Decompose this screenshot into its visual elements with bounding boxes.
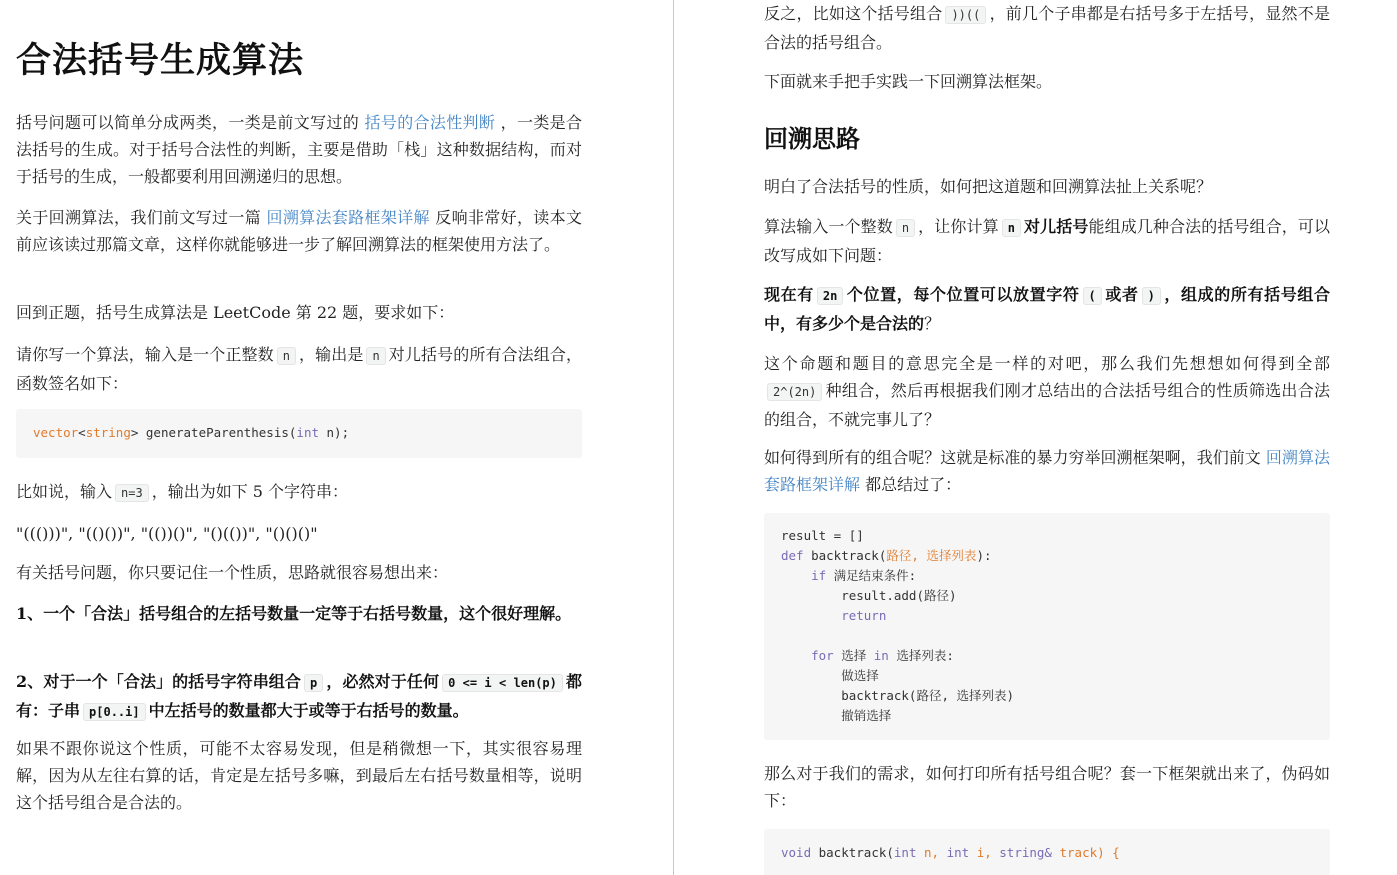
problem-paragraph	[16, 341, 582, 397]
code-token: string	[85, 425, 131, 440]
inline-code: ))((	[945, 6, 986, 24]
text: 算法输入一个整数	[764, 217, 893, 236]
inline-code: )	[1142, 287, 1161, 305]
text: 对儿括号	[1023, 217, 1089, 236]
code-line: result = []	[781, 528, 864, 543]
text: 如何得到所有的组合呢？这就是标准的暴力穷举回溯框架啊，我们前文	[764, 448, 1266, 467]
code-token: if	[781, 568, 827, 583]
inline-code: 2n	[817, 287, 843, 305]
text: ？	[924, 314, 941, 333]
inline-code: n=3	[115, 484, 149, 502]
inline-code: 2^(2n)	[767, 383, 822, 401]
reformulated-problem	[764, 281, 1330, 337]
restate-paragraph	[764, 213, 1330, 269]
code-line: 撤销选择	[781, 708, 892, 723]
code-line: result.add(路径)	[781, 588, 957, 603]
code-line: backtrack(路径, 选择列表)	[781, 688, 1015, 703]
code-block-backtrack	[764, 829, 1330, 875]
inline-code: p	[304, 674, 323, 692]
code-token: 选择	[833, 648, 874, 663]
text: 关于回溯算法，我们前文写过一篇	[16, 208, 267, 227]
text: 反响非常好，读本文前应该读过那篇文章，这样你就能够进一步了解回溯算法的框架使用方法了。	[16, 208, 582, 254]
code-line: return	[781, 608, 887, 623]
code-token: 路径, 选择列表	[886, 548, 977, 563]
link-backtrack-framework[interactable]: 回溯算法套路框架详解	[266, 208, 430, 227]
code-token: i,	[969, 845, 1000, 860]
code-token: <	[78, 425, 86, 440]
counter-example-paragraph	[764, 0, 1330, 56]
code-token: int	[893, 845, 917, 860]
text: ，输出是	[298, 345, 364, 364]
code-token: for	[781, 648, 834, 663]
page-title: 合法括号生成算法	[16, 40, 305, 81]
code-token: def	[781, 548, 804, 563]
practice-intro: 下面就来手把手实践一下回溯算法框架。	[764, 72, 1053, 91]
code-token: int	[296, 425, 319, 440]
text: ，输出为如下 5 个字符串：	[151, 482, 349, 501]
code-token: vector	[33, 425, 79, 440]
text: 都总结过了：	[860, 475, 962, 494]
section-heading: 回溯思路	[764, 124, 860, 153]
text: 反之，比如这个括号组合	[764, 4, 943, 23]
bold-text: 1、一个「合法」括号组合的左括号数量一定等于右括号数量，这个很好理解。	[16, 604, 572, 623]
text: 中左括号的数量都大于或等于右括号的数量。	[148, 701, 469, 720]
text: 个位置，每个位置可以放置字符	[846, 285, 1080, 304]
enumeration-paragraph	[764, 350, 1330, 433]
code-token: void	[781, 845, 812, 860]
leetcode-paragraph: 回到正题，括号生成算法是 LeetCode 第 22 题，要求如下：	[16, 303, 455, 322]
text: 种组合，然后再根据我们刚才总结出的合法括号组合的性质筛选出合法的组合，不就完事儿了？	[764, 381, 1330, 429]
code-token: backtrack(	[803, 548, 887, 563]
text: ，一类是合法括号的生成。对于括号合法性的判断，主要是借助「栈」这种数据结构，而对于括号的生成，一般都要利用回溯递归的思想。	[16, 113, 582, 186]
text: ，让你计算	[918, 217, 999, 236]
text: 能组成几种合法的括号组合，可以改写成如下问题：	[764, 217, 1330, 265]
code-token: track) {	[1051, 845, 1120, 860]
relation-paragraph: 明白了合法括号的性质，如何把这道题和回溯算法扯上关系呢？	[764, 177, 1213, 196]
code-block-framework	[764, 513, 1330, 740]
code-token: > generateParenthesis(	[130, 425, 297, 440]
code-line: 做选择	[781, 668, 879, 683]
text: ，必然对于任何	[326, 672, 440, 691]
inline-code: n	[896, 219, 915, 237]
intro-paragraph	[16, 109, 582, 190]
text: ，前几个子串都是右括号多于左括号，显然不是合法的括号组合。	[764, 4, 1330, 52]
pseudocode-intro: 那么对于我们的需求，如何打印所有括号组合呢？套一下框架就出来了，伪码如下：	[764, 764, 1330, 810]
text: 现在有	[764, 285, 814, 304]
link-backtrack-framework-2[interactable]: 回溯算法套路框架详解	[764, 448, 1330, 494]
backtrack-paragraph	[16, 204, 582, 258]
framework-paragraph	[764, 444, 1330, 498]
property-1	[16, 600, 582, 627]
bold-text	[16, 672, 582, 720]
code-token: n);	[319, 425, 350, 440]
example-output: "((()))", "(()())", "(())()", "()(())", "()()()"	[16, 524, 318, 543]
code-block-signature	[16, 409, 582, 458]
code-token: string&	[999, 845, 1052, 860]
example-paragraph	[16, 478, 582, 507]
text: 都有：子串	[16, 672, 582, 720]
property-2	[16, 668, 582, 726]
column-divider	[673, 0, 674, 875]
text: 比如说，输入	[16, 482, 113, 501]
code-token: in	[873, 648, 889, 663]
text: 2、对于一个「合法」的括号字符串组合	[16, 672, 302, 691]
code-token: 满足结束条件:	[826, 568, 917, 583]
code-token: int	[946, 845, 970, 860]
code-token: ):	[976, 548, 992, 563]
link-parentheses-validity[interactable]: 括号的合法性判断	[364, 113, 496, 132]
explanation-paragraph: 如果不跟你说这个性质，可能不太容易发现，但是稍微想一下，其实很容易理解，因为从左往右算的话，肯定是左括号多嘛，到最后左右括号数量相等，说明这个括号组合是合法的。	[16, 739, 582, 812]
inline-code: p[0..i]	[83, 703, 146, 721]
code-token: n,	[916, 845, 947, 860]
text: 对儿括号的所有合法组合，函数签名如下：	[16, 345, 582, 393]
code-token: 选择列表:	[888, 648, 954, 663]
text: 或者	[1104, 285, 1139, 304]
text: 括号问题可以简单分成两类，一类是前文写过的	[16, 113, 365, 132]
inline-code: n	[277, 347, 296, 365]
code-token: backtrack(	[811, 845, 894, 860]
property-intro: 有关括号问题，你只要记住一个性质，思路就很容易想出来：	[16, 563, 449, 582]
text: ，组成的所有括号组合中，有多少个是合法的	[764, 285, 1330, 333]
bold-text	[999, 217, 1089, 236]
inline-code: n	[366, 347, 385, 365]
inline-code: 0 <= i < len(p)	[442, 674, 563, 692]
inline-code: n	[1002, 219, 1021, 237]
bold-text	[764, 285, 1330, 333]
inline-code: (	[1083, 287, 1102, 305]
text: 请你写一个算法，输入是一个正整数	[16, 345, 274, 364]
text: 这个命题和题目的意思完全是一样的对吧，那么我们先想想如何得到全部	[764, 354, 1330, 373]
